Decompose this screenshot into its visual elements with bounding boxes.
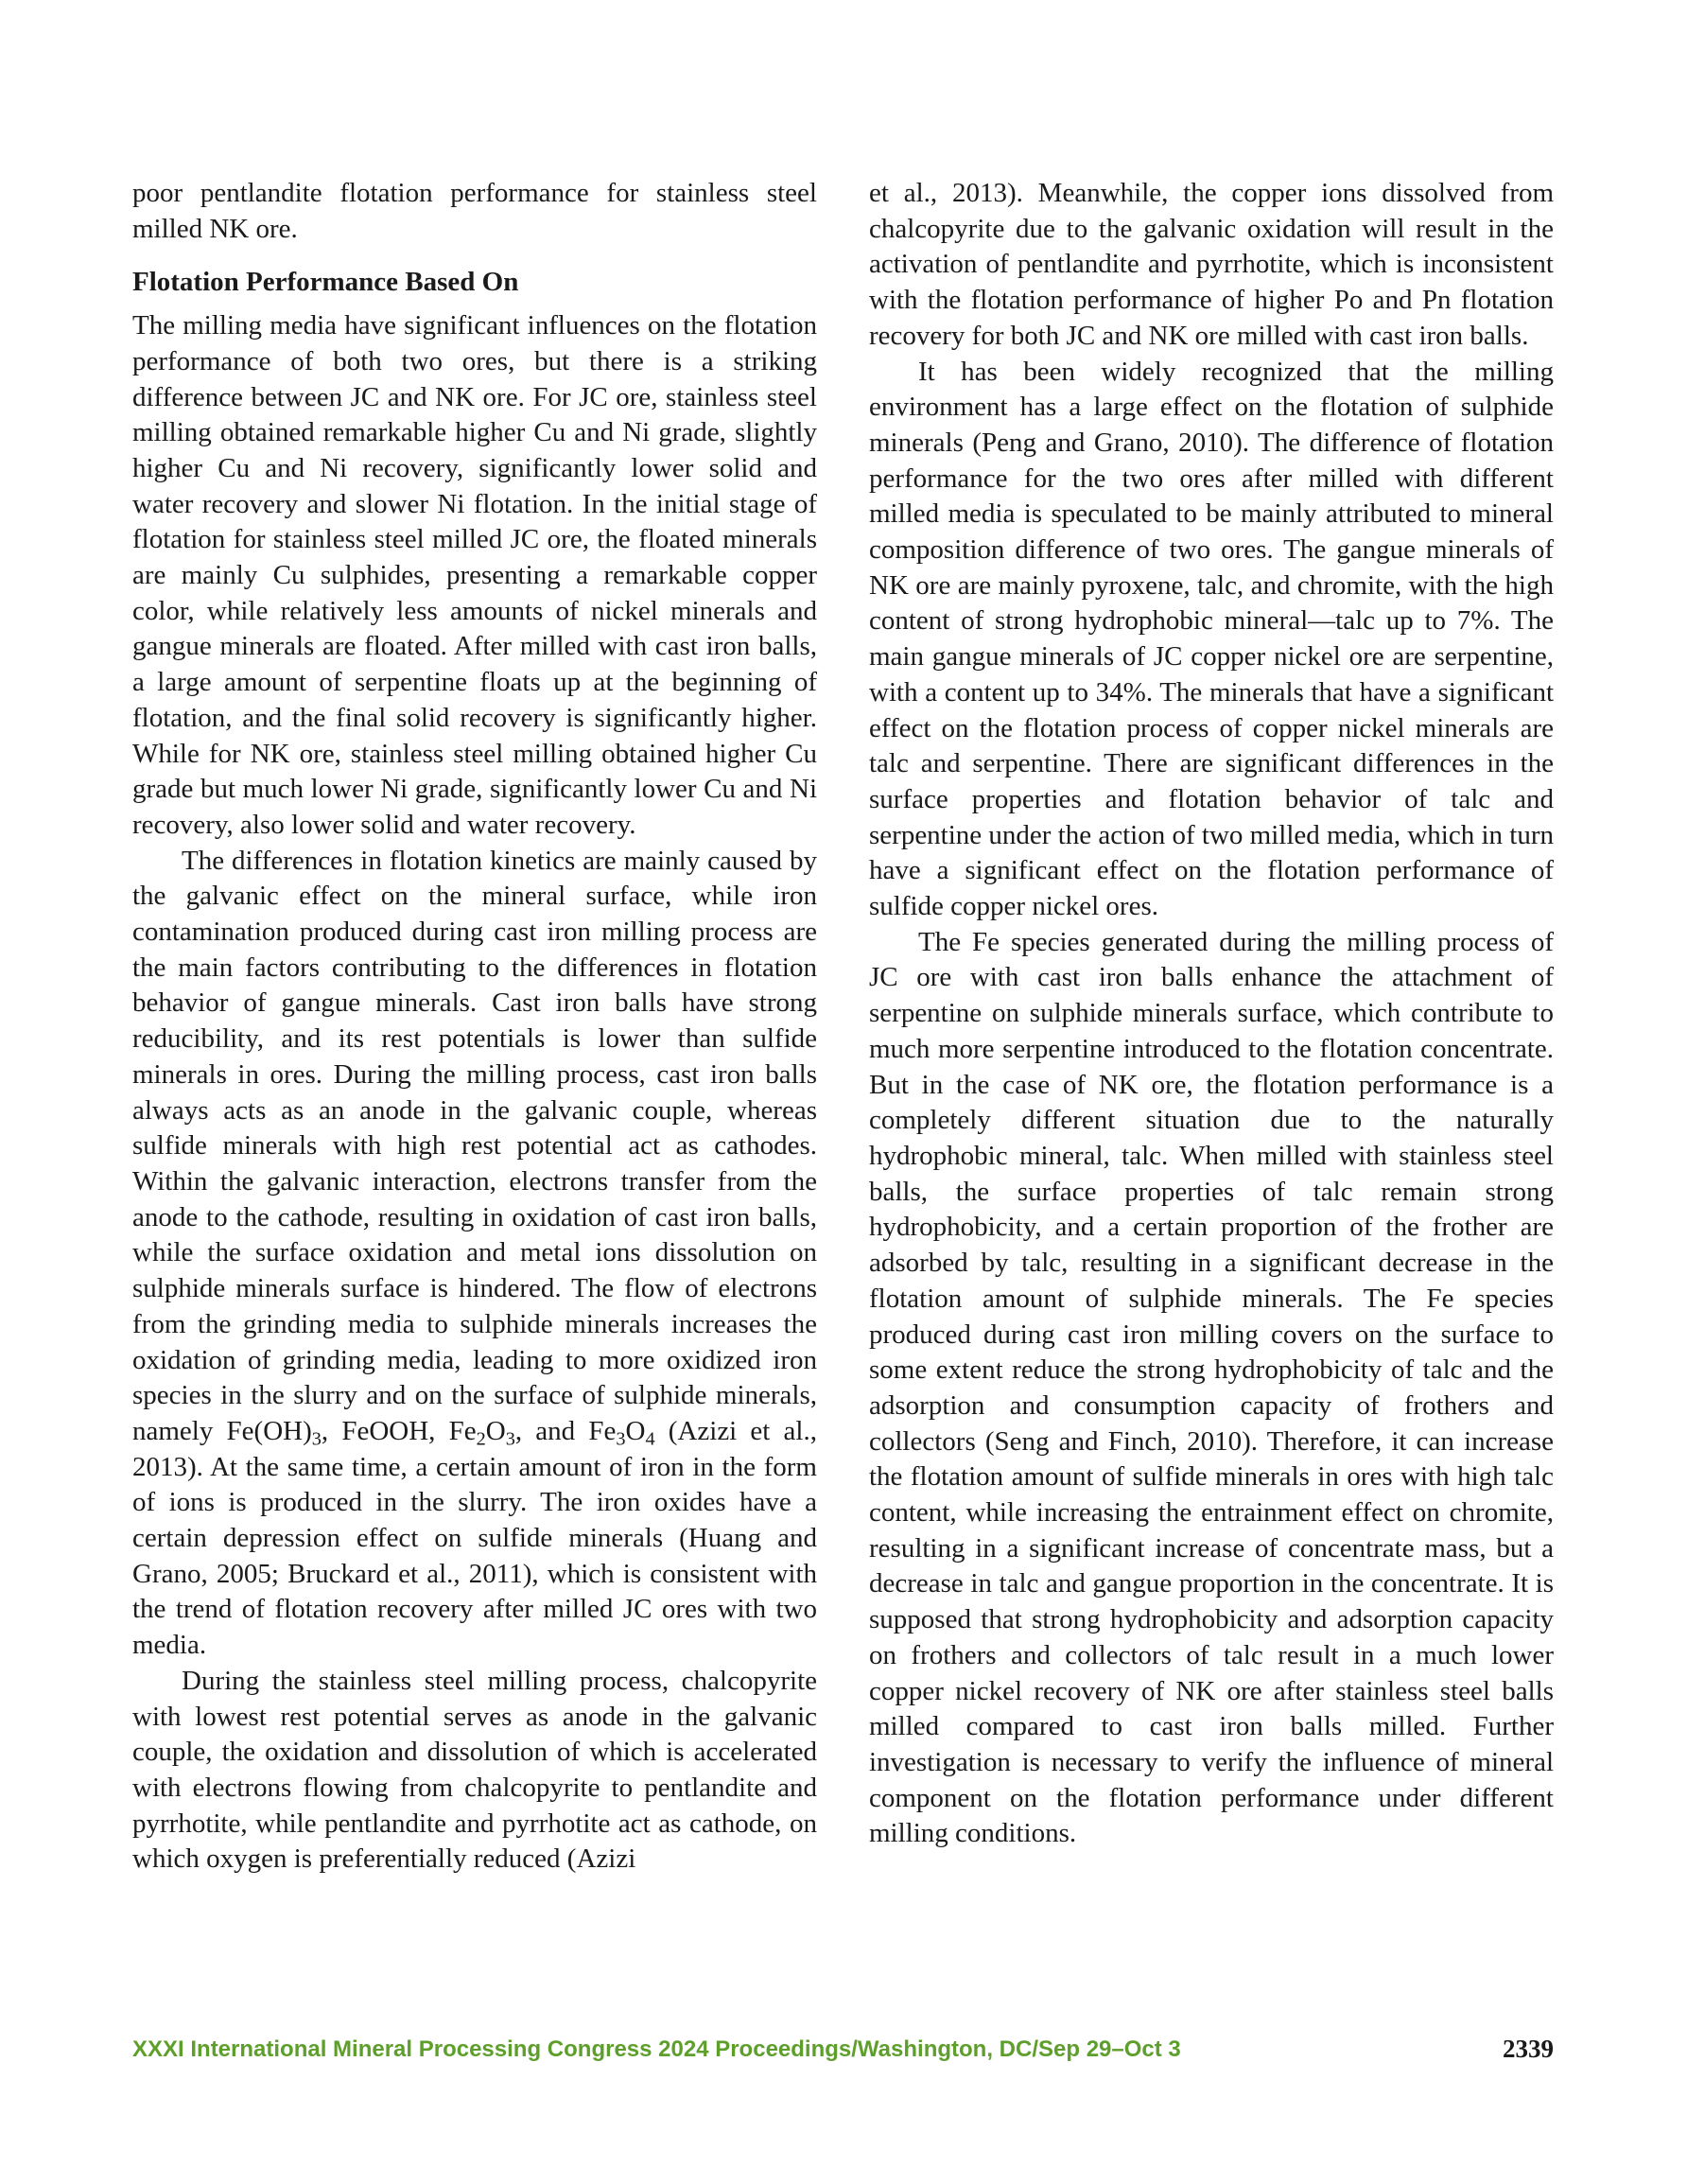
right-column xyxy=(869,176,1554,1852)
text-run: The differences in flotation kinetics are mainly caused by the galvanic effect on the mineral surface, while iron contamination produced during cast iron milling process are the main factors contributing to the differences in flotation behavior of gangue minerals. Cast iron balls have strong reducibility, and its rest potentials is lower than sulfide minerals in ores. During the milling process, cast iron balls always acts as an anode in the galvanic couple, whereas sulfide minerals with high rest potential act as cathodes. Within the galvanic interaction, electrons transfer from the anode to the cathode, resulting in oxidation of cast iron balls, while the surface oxidation and metal ions dissolution on sulphide minerals surface is hindered. The flow of electrons from the grinding media to sulphide minerals increases the oxidation of grinding media, leading to more oxidized iron species in the slurry and on the surface of sulphide minerals, namely Fe(OH) xyxy=(132,845,817,1446)
page-footer xyxy=(132,2036,1554,2074)
text-run: , FeOOH, Fe xyxy=(321,1415,477,1446)
page-number: 2339 xyxy=(1503,2035,1554,2063)
subscript: 4 xyxy=(645,1428,655,1450)
paragraph xyxy=(132,844,817,1664)
footer-citation: XXXI International Mineral Processing Congress 2024 Proceedings/Washington, DC/Sep 29–Oct 3 xyxy=(132,2036,1181,2062)
subscript: 3 xyxy=(505,1428,515,1450)
paragraph: During the stainless steel milling process, chalcopyrite with lowest rest potential serves as anode in the galvanic couple, the oxidation and dissolution of which is accelerated with electrons flowing from chalcopyrite to pentlandite and pyrrhotite, while pentlandite and pyrrhotite act as cathode, on which oxygen is preferentially reduced (Azizi xyxy=(132,1665,817,1875)
left-column xyxy=(132,176,817,1878)
paragraph: It has been widely recognized that the milling environment has a large effect on the flotation of sulphide minerals (Peng and Grano, 2010). The difference of flotation performance for the two ores after milled with different milled media is speculated to be mainly attributed to mineral composition difference of two ores. The gangue minerals of NK ore are mainly pyroxene, talc, and chromite, with the high content of strong hydrophobic mineral—talc up to 7%. The main gangue minerals of JC copper nickel ore are serpentine, with a content up to 34%. The minerals that have a significant effect on the flotation process of copper nickel minerals are talc and serpentine. There are significant differences in the surface properties and flotation behavior of talc and serpentine under the action of two milled media, which in turn have a significant effect on the flotation performance of sulfide copper nickel ores. xyxy=(869,356,1554,922)
paragraph: The Fe species generated during the milling process of JC ore with cast iron balls enhance the attachment of serpentine on sulphide minerals surface, which contribute to much more serpentine introduced to the flotation concentrate. But in the case of NK ore, the flotation performance is a completely different situation due to the naturally hydrophobic mineral, talc. When milled with stainless steel balls, the surface properties of talc remain strong hydrophobicity, and a certain proportion of the frother are adsorbed by talc, resulting in a significant decrease in the flotation amount of sulphide minerals. The Fe species produced during cast iron milling covers on the surface to some extent reduce the strong hydrophobicity of talc and the adsorption and consumption capacity of frothers and collectors (Seng and Finch, 2010). Therefore, it can increase the flotation amount of sulfide minerals in ores with high talc content, while increasing the entrainment effect on chromite, resulting in a significant increase of concentrate mass, but a decrease in talc and gangue proportion in the concentrate. It is supposed that strong hydrophobicity and adsorption capacity on frothers and collectors of talc result in a much lower copper nickel recovery of NK ore after stainless steel balls milled compared to cast iron balls milled. Further investigation is necessary to verify the influence of mineral component on the flotation performance under different milling conditions. xyxy=(869,926,1554,1849)
section-heading: Flotation Performance Based On xyxy=(132,267,519,298)
subscript: 3 xyxy=(616,1428,626,1450)
paragraph: The milling media have significant influences on the flotation performance of both two ores, but there is a striking difference between JC and NK ore. For JC ore, stainless steel milling obtained remarkable higher Cu and Ni grade, slightly higher Cu and Ni recovery, significantly lower solid and water recovery and slower Ni flotation. In the initial stage of flotation for stainless steel milled JC ore, the floated minerals are mainly Cu sulphides, presenting a remarkable copper color, while relatively less amounts of nickel minerals and gangue minerals are floated. After milled with cast iron balls, a large amount of serpentine floats up at the beginning of flotation, and the final solid recovery is significantly higher. While for NK ore, stainless steel milling obtained higher Cu grade but much lower Ni grade, significantly lower Cu and Ni recovery, also lower solid and water recovery. xyxy=(132,310,817,840)
text-run: (Azizi et al., 2013). At the same time, a certain amount of iron in the form of ions is produced in the slurry. The iron oxides have a certain depression effect on sulfide minerals (Huang and Grano, 2005; Bruckard et al., 2011), which is consistent with the trend of flotation recovery after milled JC ores with two media. xyxy=(132,1415,817,1661)
subscript: 2 xyxy=(476,1428,486,1450)
subscript: 3 xyxy=(311,1428,322,1450)
paragraph: poor pentlandite flotation performance for stainless steel milled NK ore. xyxy=(132,178,817,244)
paragraph: et al., 2013). Meanwhile, the copper ions dissolved from chalcopyrite due to the galvanic oxidation will result in the activation of pentlandite and pyrrhotite, which is inconsistent with the flotation performance of higher Po and Pn flotation recovery for both JC and NK ore milled with cast iron balls. xyxy=(869,178,1554,351)
text-run: O xyxy=(485,1415,506,1446)
text-run: O xyxy=(625,1415,646,1446)
text-run: , and Fe xyxy=(514,1415,617,1446)
